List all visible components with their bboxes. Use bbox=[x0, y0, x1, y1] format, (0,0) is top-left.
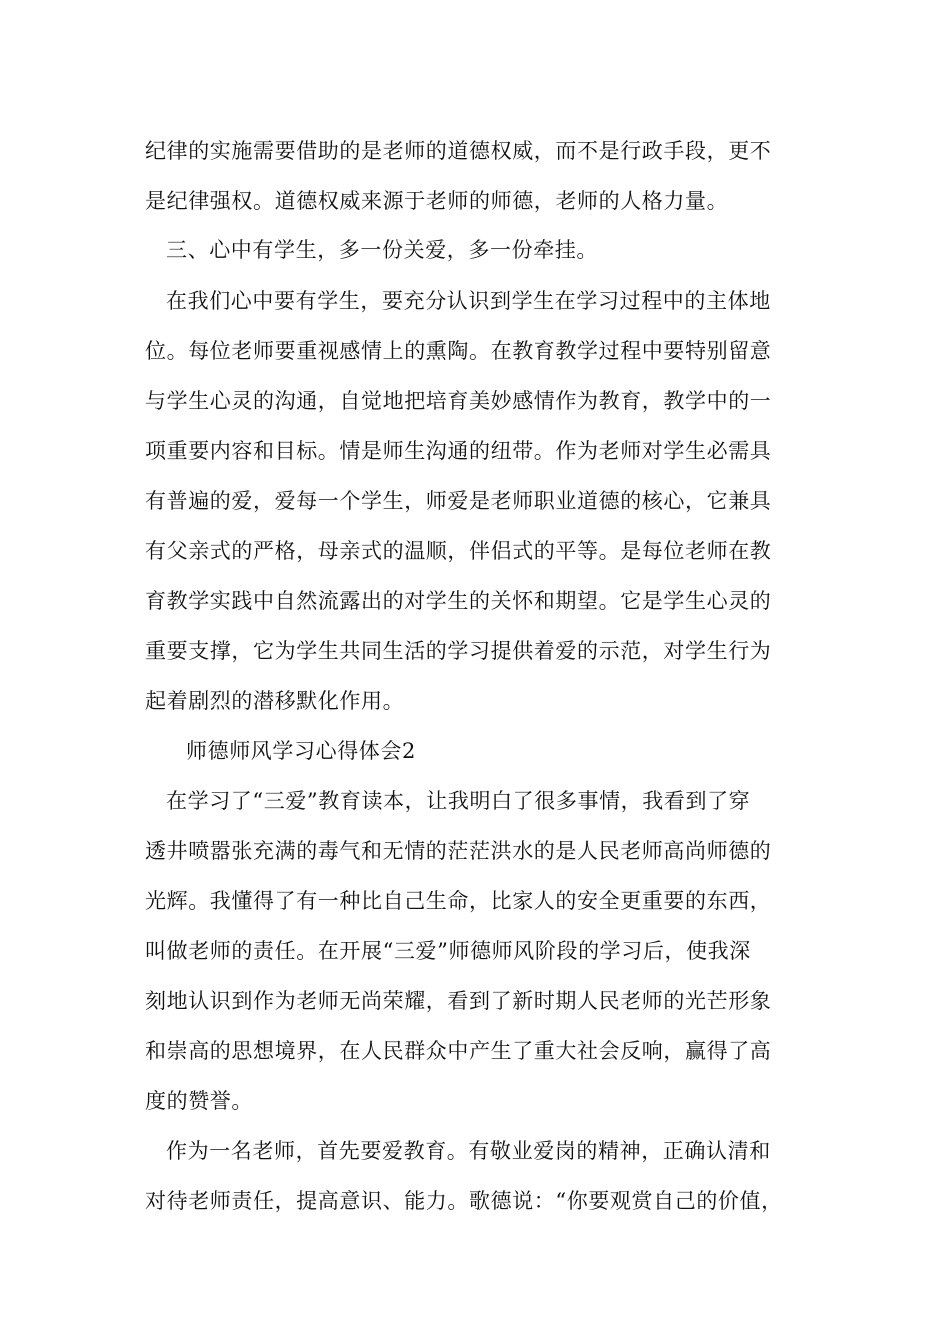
paragraph-line: 在学习了“三爱”教育读本，让我明白了很多事情，我看到了穿 bbox=[166, 789, 751, 813]
paragraph-line: 光辉。我懂得了有一种比自己生命，比家人的安全更重要的东西， bbox=[145, 889, 772, 913]
paragraph-line: 度的赞誉。 bbox=[145, 1089, 253, 1113]
paragraph-line: 位。每位老师要重视感情上的熏陶。在教育教学过程中要特别留意 bbox=[145, 339, 772, 363]
paragraph-line: 是纪律强权。道德权威来源于老师的师德，老师的人格力量。 bbox=[145, 189, 729, 213]
paragraph-line: 起着剧烈的潜移默化作用。 bbox=[145, 689, 405, 713]
paragraph-line: 和崇高的思想境界，在人民群众中产生了重大社会反响，赢得了高 bbox=[145, 1039, 772, 1063]
paragraph-line: 有父亲式的严格，母亲式的温顺，伴侣式的平等。是每位老师在教 bbox=[145, 539, 772, 563]
paragraph-line: 对待老师责任，提高意识、能力。歌德说：“你要观赏自己的价值， bbox=[145, 1189, 783, 1213]
paragraph-line: 有普遍的爱，爱每一个学生，师爱是老师职业道德的核心，它兼具 bbox=[145, 489, 772, 513]
paragraph-line: 透井喷嚣张充满的毒气和无情的茫茫洪水的是人民老师高尚师德的 bbox=[145, 839, 772, 863]
paragraph-line: 在我们心中要有学生，要充分认识到学生在学习过程中的主体地 bbox=[166, 289, 771, 313]
paragraph-line: 育教学实践中自然流露出的对学生的关怀和期望。它是学生心灵的 bbox=[145, 589, 772, 613]
paragraph-line: 作为一名老师，首先要爱教育。有敬业爱岗的精神，正确认清和 bbox=[166, 1139, 771, 1163]
paragraph-line: 项重要内容和目标。情是师生沟通的纽带。作为老师对学生必需具 bbox=[145, 439, 772, 463]
paragraph-line: 刻地认识到作为老师无尚荣耀，看到了新时期人民老师的光芒形象 bbox=[145, 989, 772, 1013]
section-heading: 三、心中有学生，多一份关爱，多一份牵挂。 bbox=[166, 238, 598, 262]
paragraph-line: 纪律的实施需要借助的是老师的道德权威，而不是行政手段，更不 bbox=[145, 139, 772, 163]
paragraph-line: 叫做老师的责任。在开展“三爱”师德师风阶段的学习后，使我深 bbox=[145, 939, 751, 963]
paragraph-line: 与学生心灵的沟通，自觉地把培育美妙感情作为教育，教学中的一 bbox=[145, 389, 772, 413]
paragraph-line: 重要支撑，它为学生共同生活的学习提供着爱的示范，对学生行为 bbox=[145, 639, 772, 663]
section-title: 师德师风学习心得体会2 bbox=[186, 739, 416, 763]
